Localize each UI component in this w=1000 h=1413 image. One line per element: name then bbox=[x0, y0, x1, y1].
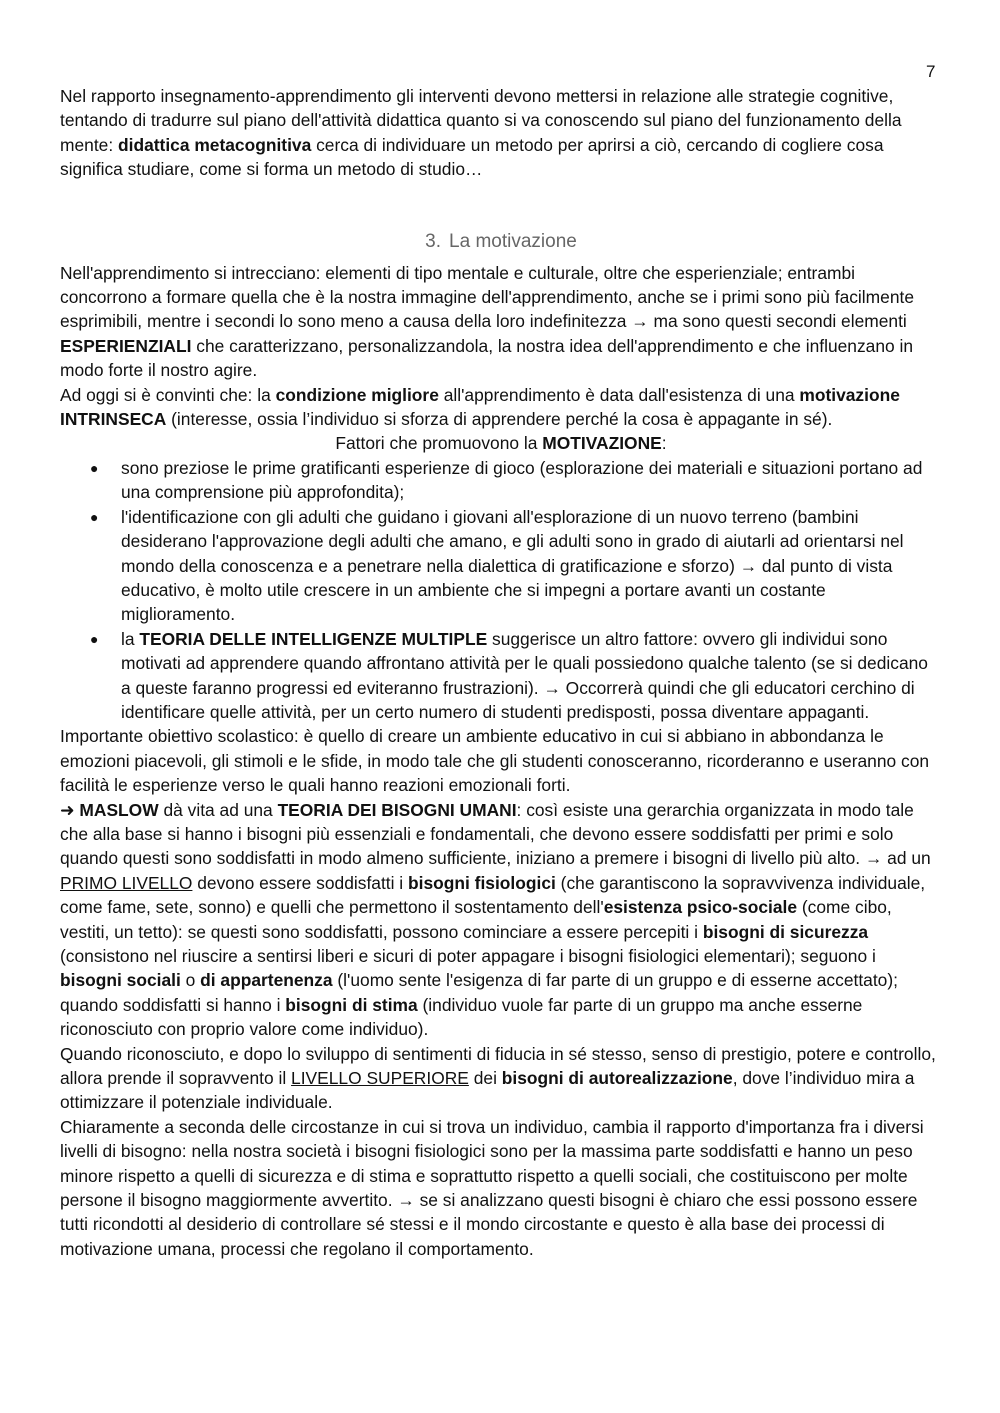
text-run: , dove l’individuo mira a ottimizzare il potenziale individuale. bbox=[60, 1068, 915, 1113]
document-body bbox=[60, 84, 942, 1261]
text-run: sono preziose le prime gratificanti esperienze di gioco (esplorazione dei materiali e situazioni portano ad una comprensione più approfondita); bbox=[121, 457, 923, 503]
bold-term: ESPERIENZIALI bbox=[60, 335, 192, 356]
underlined-term: LIVELLO SUPERIORE bbox=[291, 1068, 469, 1089]
text-run: Nell'apprendimento si intrecciano: elementi di tipo mentale e culturale, oltre che esperienziale; entrambi concorrono a formare quella che è la nostra immagine dell'apprendimento, anche se i primi sono più facilmente esprimibili, mentre i secondi lo sono meno a causa della loro indefinitezza → ma sono questi secondi elementi bbox=[60, 262, 914, 332]
text-run: Nel rapporto insegnamento-apprendimento gli interventi devono mettersi in relazione alle strategie cognitive, tentando di tradurre sul piano dell'attività didattica quanto si va conoscendo sul piano del funzionamento della mente: bbox=[60, 86, 902, 155]
section-heading bbox=[60, 228, 942, 256]
text-run: : bbox=[661, 433, 667, 454]
bold-term: bisogni sociali bbox=[60, 970, 181, 991]
text-run: Fattori che promuovono la bbox=[335, 433, 543, 454]
text-run: : così esiste una gerarchia organizzata in modo tale che alla base si hanno i bisogni più essenziali e fondamentali, che devono essere soddisfatti per primi e solo quando questi sono soddisfatti in modo almeno sufficiente, iniziano a premere i bisogni di livello più alto. → ad un bbox=[60, 799, 931, 869]
text-run: (individuo vuole far parte di un gruppo ma anche esserne riconosciuto con proprio valore come individuo). bbox=[60, 994, 863, 1040]
factors-list bbox=[60, 456, 942, 724]
text-run: all'apprendimento è data dall'esistenza di una bbox=[438, 384, 800, 405]
list-item bbox=[60, 627, 942, 725]
paragraph-riconosciuto bbox=[60, 1042, 942, 1115]
text-run: cerca di individuare un metodo per aprirsi a ciò, cercando di cogliere cosa significa studiare, come si forma un metodo di studio… bbox=[60, 134, 884, 180]
text-run: che caratterizzano, personalizzandola, la nostra idea dell'apprendimento e che influenzano in modo forte il nostro agire. bbox=[60, 335, 914, 381]
text-run: Ad oggi si è convinti che: la bbox=[60, 384, 276, 405]
text-run: (che garantiscono la sopravvivenza individuale, come fame, sete, sonno) e quelli che permettono il sostentamento dell' bbox=[60, 872, 926, 918]
text-run: Chiaramente a seconda delle circostanze in cui si trova un individuo, cambia il rapporto d'importanza fra i diversi livelli di bisogno: nella nostra società i bisogni fisiologici sono per la massima parte soddisfatti e hanno un peso minore rispetto a quelli di sicurezza e di stima e soprattutto rispetto a quelli sociali, che costituiscono per molte persone il bisogno maggiormente avvertito. → se si analizzano questi bisogni è chiaro che essi possono essere tutti ricondotti al desiderio di controllare sé stessi e il mondo circostante e questo è alla base dei processi di motivazione umana, processi che regolano il comportamento. bbox=[60, 1116, 924, 1259]
paragraph-maslow bbox=[60, 798, 942, 1042]
bold-term: condizione migliore bbox=[275, 384, 439, 405]
bold-term: MOTIVAZIONE bbox=[542, 433, 662, 454]
bold-term: TEORIA DEI BISOGNI UMANI bbox=[277, 799, 517, 820]
text-run: devono essere soddisfatti i bbox=[192, 872, 408, 893]
bold-term: ➜ MASLOW bbox=[60, 799, 159, 820]
bold-term: esistenza psico-sociale bbox=[603, 897, 798, 918]
intro-paragraph bbox=[60, 84, 942, 182]
paragraph-obiettivo bbox=[60, 724, 942, 797]
text-run: Quando riconosciuto, e dopo lo sviluppo di sentimenti di fiducia in sé stesso, senso di prestigio, potere e controllo, allora prende il sopravvento il bbox=[60, 1043, 936, 1089]
bold-term: bisogni di autorealizzazione bbox=[501, 1068, 733, 1089]
bullet-icon: ● bbox=[90, 630, 99, 647]
text-run: suggerisce un altro fattore: ovvero gli individui sono motivati ad apprendere quando affrontano attività per le quali possiedono qualche talento (se si dedicano a queste faranno progressi ed eviteranno frustrazioni). → Occorrerà quindi che gli educatori cerchino di identificare quelle attività, per un certo numero di studenti predisposti, possa diventare appaganti. bbox=[121, 628, 928, 722]
text-run: (interesse, ossia l’individuo si sforza di apprendere perché la cosa è appagante in sé). bbox=[166, 409, 833, 430]
text-run: dà vita ad una bbox=[158, 799, 278, 820]
bullet-icon: ● bbox=[90, 508, 99, 525]
text-run: (consistono nel riuscire a sentirsi liberi e sicuri di poter appagare i bisogni fisiologici elementari); seguono i bbox=[60, 946, 876, 966]
factors-title bbox=[60, 431, 942, 455]
underlined-term: PRIMO LIVELLO bbox=[60, 872, 193, 893]
paragraph-chiaramente bbox=[60, 1115, 942, 1261]
paragraph-apprendimento bbox=[60, 261, 942, 383]
bold-term: didattica metacognitiva bbox=[118, 134, 312, 155]
text-run: Importante obiettivo scolastico: è quello di creare un ambiente educativo in cui si abbiano in abbondanza le emozioni piacevoli, gli stimoli e le sfide, in modo tale che gli studenti conosceranno, ricorderanno e useranno con facilità le esperienze verso le quali hanno reazioni emozionali forti. bbox=[60, 726, 930, 796]
list-item bbox=[60, 505, 942, 627]
section-number: 3. bbox=[425, 230, 442, 252]
text-run: (l'uomo sente l'esigenza di far parte di un gruppo e di esserne accettato); quando soddisfatti si hanno i bbox=[60, 970, 898, 1015]
page-number: 7 bbox=[926, 62, 936, 81]
text-run: o bbox=[180, 970, 201, 991]
bold-term: bisogni di stima bbox=[285, 994, 418, 1015]
bold-term: motivazione INTRINSECA bbox=[60, 384, 900, 430]
bold-term: bisogni fisiologici bbox=[408, 872, 556, 893]
section-title: La motivazione bbox=[449, 230, 577, 252]
bold-term: TEORIA DELLE INTELLIGENZE MULTIPLE bbox=[139, 628, 488, 649]
bold-term: bisogni di sicurezza bbox=[702, 921, 869, 942]
paragraph-convinti bbox=[60, 383, 942, 432]
text-run: dei bbox=[468, 1068, 502, 1089]
text-run: l'identificazione con gli adulti che guidano i giovani all'esplorazione di un nuovo terreno (bambini desiderano l'approvazione degli adulti che amano, e gli adulti sono in grado di aiutarli ad orientarsi nel mondo della conoscenza e a penetrare nella dialettica di gratificazione e sforzo) → dal punto di vista educativo, è molto utile crescere in un ambiente che si impegni a portare avanti un costante miglioramento. bbox=[121, 506, 904, 625]
bold-term: di appartenenza bbox=[200, 970, 333, 991]
list-item bbox=[60, 456, 942, 505]
bullet-icon: ● bbox=[90, 459, 99, 476]
text-run: (come cibo, vestiti, un tetto): se questi sono soddisfatti, possono cominciare a essere percepiti i bbox=[60, 897, 892, 942]
text-run: la bbox=[121, 628, 140, 649]
